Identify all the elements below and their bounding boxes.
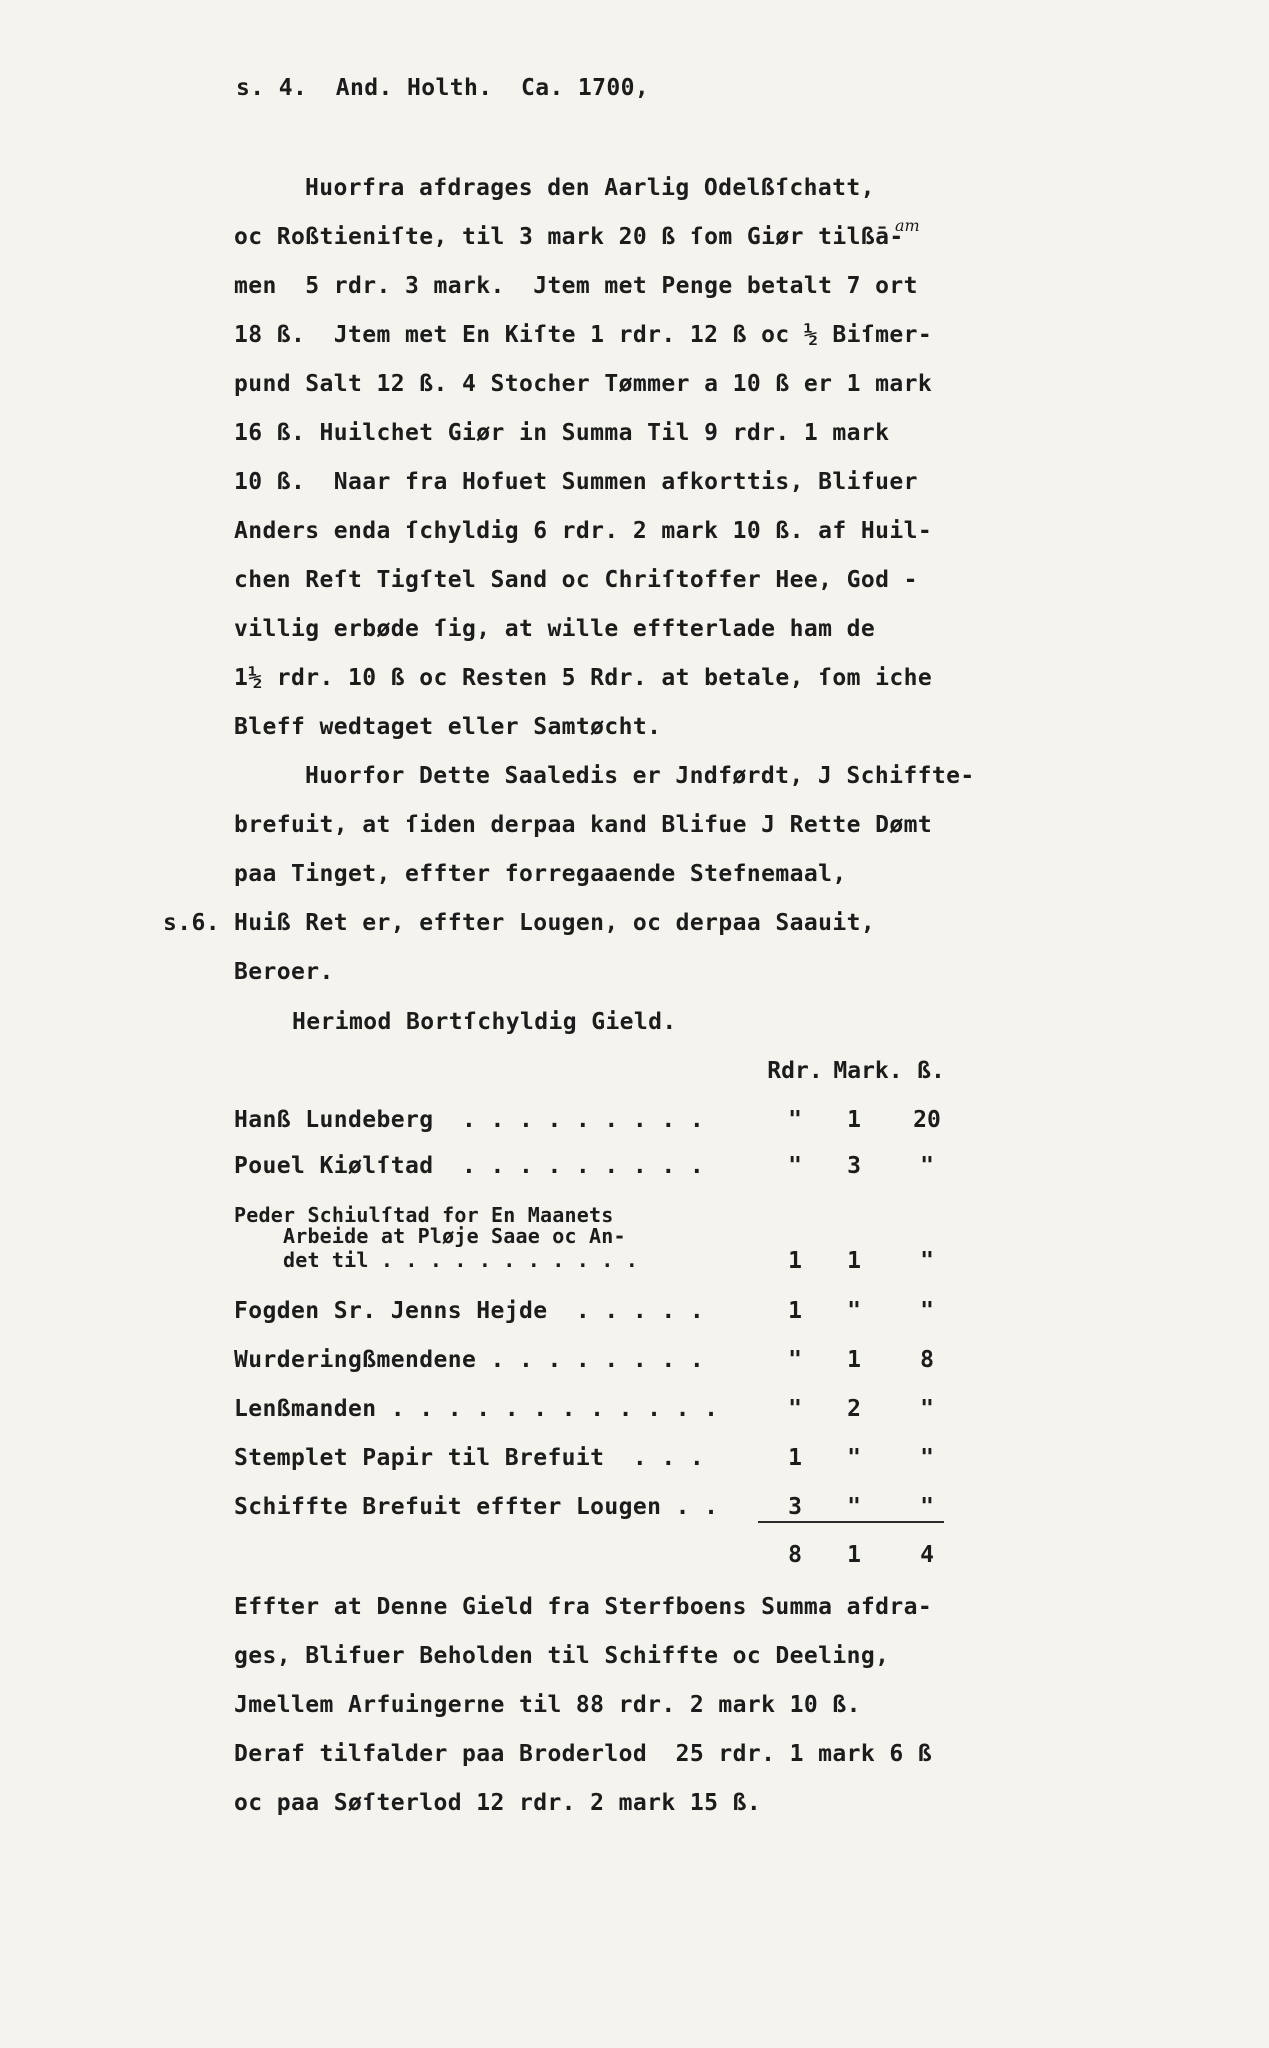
paragraph1-line-9: chen Reſt Tigſtel Sand oc Chriſtoffer Hee, God - — [234, 567, 918, 593]
cell-rdr: " — [788, 1396, 802, 1422]
cell-mark: 1 — [847, 1107, 861, 1133]
paragraph3-line-1: Effter at Denne Gield fra Sterfboens Summa afdra- — [234, 1594, 933, 1620]
paragraph1-line-3: men 5 rdr. 3 mark. Jtem met Penge betalt 7 ort — [234, 273, 918, 299]
table-row-label: Lenßmanden . . . . . . . . . . . . — [234, 1396, 719, 1422]
table-row-label: Wurderingßmendene . . . . . . . . — [234, 1347, 705, 1373]
sum-rule — [758, 1521, 944, 1523]
cell-mark: " — [847, 1298, 861, 1324]
debt-heading: Herimod Bortſchyldig Gield. — [292, 1009, 677, 1035]
cell-rdr: " — [788, 1107, 802, 1133]
cell-skilling: " — [920, 1153, 934, 1179]
cell-mark: 1 — [847, 1248, 861, 1274]
superscript-correction: am — [895, 216, 920, 235]
table-row-label: Pouel Kiølſtad . . . . . . . . . — [234, 1153, 705, 1179]
col-header-rdr: Rdr. — [767, 1058, 823, 1084]
table-row-label: Hanß Lundeberg . . . . . . . . . — [234, 1107, 705, 1133]
paragraph1-line-11: 1½ rdr. 10 ß oc Resten 5 Rdr. at betale, ſom iche — [234, 665, 933, 691]
cell-skilling: " — [920, 1494, 934, 1520]
paragraph3-line-3: Jmellem Arfuingerne til 88 rdr. 2 mark 10 ß. — [234, 1692, 861, 1718]
cell-mark: " — [847, 1445, 861, 1471]
cell-mark: 2 — [847, 1396, 861, 1422]
paragraph1-line-1: Huorfra afdrages den Aarlig Odelßſchatt, — [305, 175, 875, 201]
cell-rdr: 1 — [788, 1248, 802, 1274]
cell-rdr: 1 — [788, 1298, 802, 1324]
table-row-label: Stemplet Papir til Brefuit . . . — [234, 1445, 705, 1471]
cell-rdr: 3 — [788, 1494, 802, 1520]
col-header-mark: Mark. — [833, 1058, 903, 1084]
margin-note: s.6. — [163, 910, 220, 936]
paragraph3-line-5: oc paa Søſterlod 12 rdr. 2 mark 15 ß. — [234, 1790, 762, 1816]
cell-skilling: " — [920, 1248, 934, 1274]
paragraph3-line-2: ges, Blifuer Beholden til Schiffte oc Deeling, — [234, 1643, 890, 1669]
page-header: s. 4. And. Holth. Ca. 1700, — [236, 75, 650, 101]
paragraph3-line-4: Deraf tilfalder paa Broderlod 25 rdr. 1 mark 6 ß — [234, 1741, 933, 1767]
table-row-label-cont: det til . . . . . . . . . . . — [234, 1248, 638, 1272]
cell-mark: " — [847, 1494, 861, 1520]
paragraph1-line-2: oc Roßtieniſte, til 3 mark 20 ß ſom Giør tilßā- — [234, 224, 904, 250]
table-row-label-cont: Arbeide at Pløje Saae oc An- — [234, 1224, 626, 1248]
paragraph1-line-12: Bleff wedtaget eller Samtøcht. — [234, 714, 662, 740]
cell-rdr: 1 — [788, 1445, 802, 1471]
paragraph2-line-2: brefuit, at ſiden derpaa kand Blifue J Rette Dømt — [234, 812, 933, 838]
paragraph1-line-5: pund Salt 12 ß. 4 Stocher Tømmer a 10 ß er 1 mark — [234, 371, 933, 397]
cell-mark: 1 — [847, 1347, 861, 1373]
paragraph1-line-7: 10 ß. Naar fra Hofuet Summen afkorttis, Blifuer — [234, 469, 918, 495]
paragraph1-line-6: 16 ß. Huilchet Giør in Summa Til 9 rdr. 1 mark — [234, 420, 890, 446]
paragraph1-line-4: 18 ß. Jtem met En Kiſte 1 rdr. 12 ß oc ½ Biſmer- — [234, 322, 933, 348]
paragraph2-line-3: paa Tinget, effter forregaaende Stefnemaal, — [234, 861, 847, 887]
table-row-label: Fogden Sr. Jenns Hejde . . . . . — [234, 1298, 705, 1324]
cell-skilling: 8 — [920, 1347, 934, 1373]
cell-skilling: " — [920, 1298, 934, 1324]
total-mark: 1 — [847, 1542, 861, 1568]
total-rdr: 8 — [788, 1542, 802, 1568]
total-skilling: 4 — [920, 1542, 934, 1568]
cell-skilling: " — [920, 1396, 934, 1422]
col-header-skilling: ß. — [917, 1058, 945, 1084]
paragraph2-line-1: Huorfor Dette Saaledis er Jndførdt, J Schiffte- — [305, 763, 975, 789]
paragraph2-line-5: Beroer. — [234, 959, 334, 985]
cell-skilling: " — [920, 1445, 934, 1471]
cell-mark: 3 — [847, 1153, 861, 1179]
paragraph2-line-4: Huiß Ret er, effter Lougen, oc derpaa Saauit, — [234, 910, 876, 936]
paragraph1-line-8: Anders enda ſchyldig 6 rdr. 2 mark 10 ß. af Huil- — [234, 518, 933, 544]
cell-rdr: " — [788, 1347, 802, 1373]
table-row-label: Peder Schiulſtad for En Maanets — [234, 1203, 614, 1227]
table-row-label: Schiffte Brefuit effter Lougen . . — [234, 1494, 719, 1520]
paragraph1-line-10: villig erbøde ſig, at wille effterlade ham de — [234, 616, 876, 642]
cell-rdr: " — [788, 1153, 802, 1179]
cell-skilling: 20 — [913, 1107, 941, 1133]
